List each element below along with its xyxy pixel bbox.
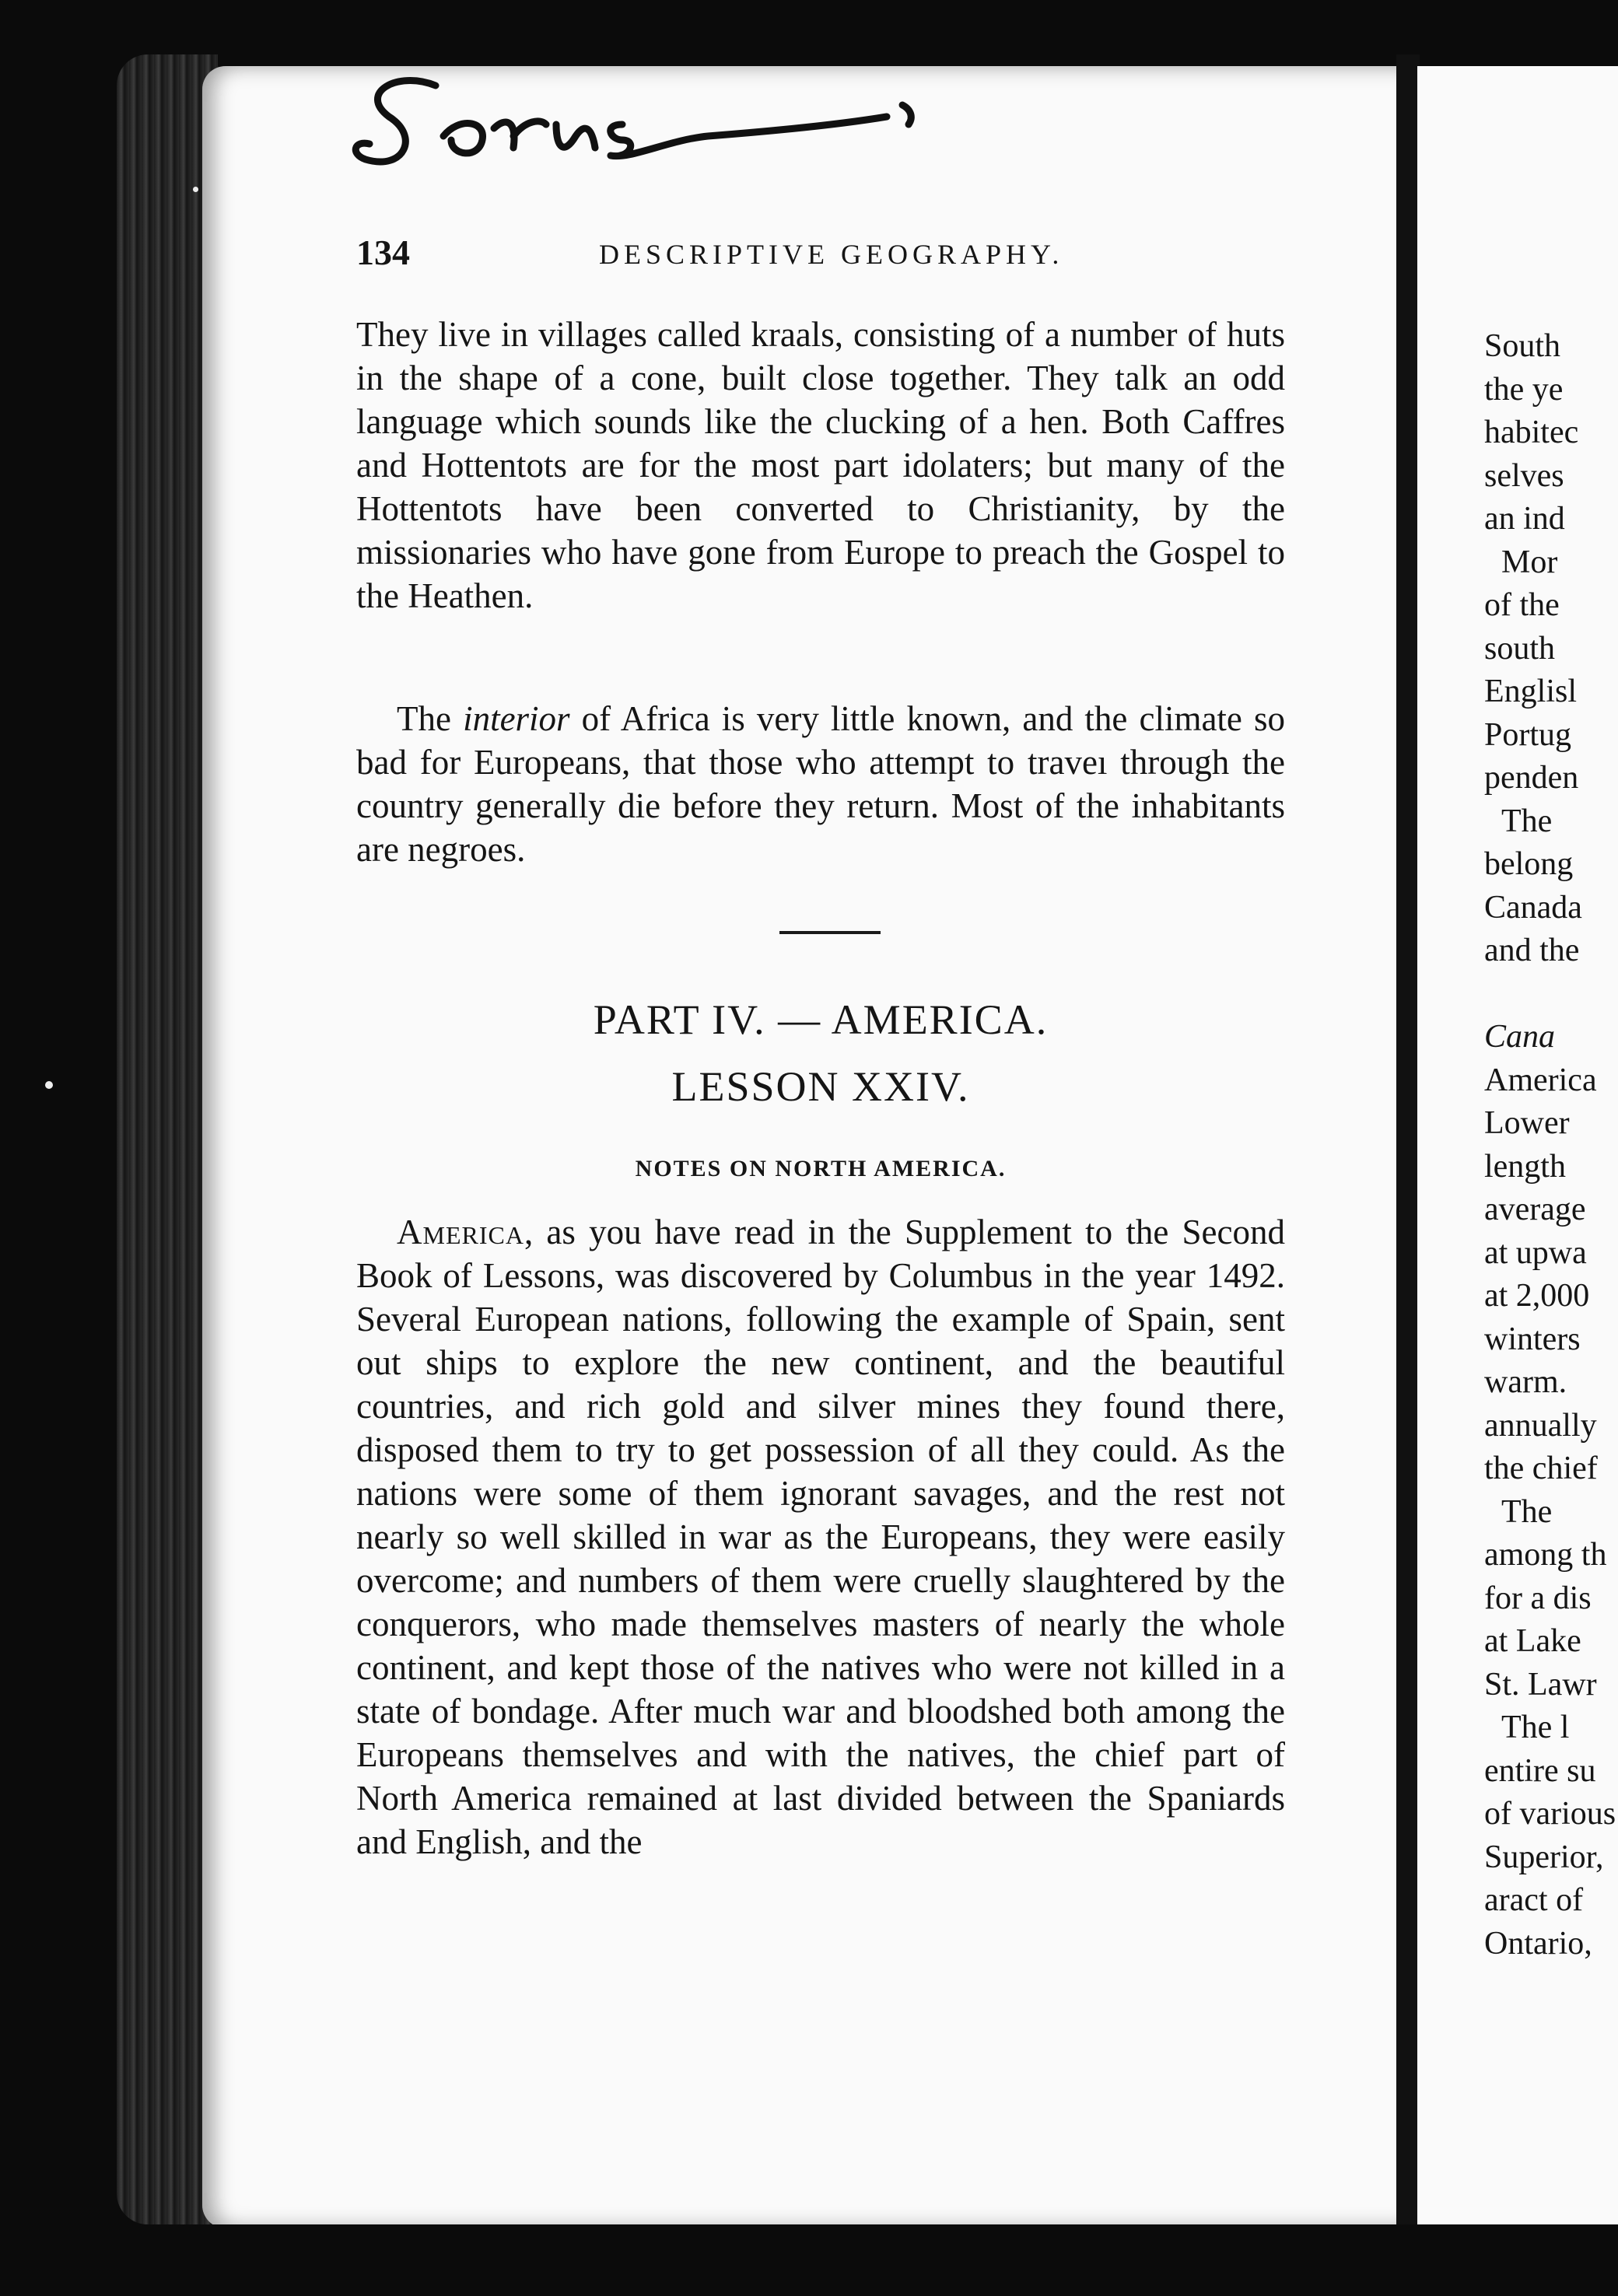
paragraph-text: They live in villages called kraals, consisting of a number of huts in the shape of a cone, built close together. They talk an odd language which sounds like the clucking of a hen. Both Caffres and Hottentots are for the most part idolaters; but many of the Hottentots have been converted to Christianity, by the missionaries who have gone from Europe to preach the Gospel to the Heathen. [356,315,1285,615]
right-page-line: The l [1501,1710,1570,1745]
right-page-line: habitec [1484,415,1579,450]
right-page-line: The [1501,803,1553,839]
paragraph-text [356,1210,1285,1864]
right-page-line: selves [1484,457,1564,494]
book-gutter [1396,54,1420,2232]
page-speck [45,1081,53,1089]
right-page-line: of various [1484,1796,1616,1832]
right-page-line: south [1484,630,1556,667]
paragraph-text [356,697,1285,871]
paragraph-america-discovery [356,1210,1285,1864]
right-page-line [1484,973,1618,1017]
right-page-line: Lower [1484,1105,1570,1141]
paragraph-interior-africa [356,697,1285,871]
right-page-line: of the [1484,587,1560,623]
right-page-line: the ye [1484,371,1564,408]
notes-heading: NOTES ON NORTH AMERICA. [635,1156,1007,1181]
emphasis-interior: interior [463,699,570,738]
right-page-line: winters [1484,1321,1581,1357]
right-page-line: annually [1484,1407,1597,1444]
text-run: The [397,699,464,738]
right-page-line: penden [1484,760,1579,796]
right-page-line: at Lake [1484,1623,1581,1659]
right-page-line: length [1484,1148,1566,1185]
right-page-line: for a dis [1484,1580,1592,1616]
right-page-line: at 2,000 [1484,1278,1590,1314]
lead-word: America [397,1213,524,1251]
section-divider [779,931,881,934]
right-page-line: Englisl [1484,674,1578,709]
right-page-line: belong [1484,846,1574,882]
right-page-line: Canada [1484,889,1582,926]
right-page-line: Cana [1484,1019,1556,1055]
scan-bottom-border [0,2224,1618,2296]
right-page-line: Ontario, [1484,1925,1592,1962]
right-page-line: Superior, [1484,1839,1604,1875]
right-page-line: Portug [1484,716,1572,753]
right-page-line: South [1484,328,1561,364]
right-page-line: warm. [1484,1364,1567,1400]
right-page-line: the chief [1484,1451,1598,1486]
right-page-line: America [1484,1062,1597,1098]
right-page-line: and the [1484,933,1580,968]
right-page-line: among th [1484,1537,1607,1573]
text-run: of Africa is very little known, and the climate so bad for Europeans, that those who attempt to traveı through the country generally die before they return. Most of the inhabitants are negroes. [356,699,1286,869]
right-page-line: entire su [1484,1752,1596,1789]
page-speck [193,187,198,192]
handwritten-signature [342,62,933,187]
right-page-line: St. Lawr [1484,1666,1597,1703]
right-page-text-fragments [1484,325,1618,1965]
right-page-line: an ind [1484,501,1565,537]
running-title: DESCRIPTIVE GEOGRAPHY. [599,239,1064,270]
right-page-line: average [1484,1192,1586,1227]
right-page-line: at upwa [1484,1234,1587,1271]
right-page-line: aract of [1484,1882,1584,1918]
paragraph-kraals [356,313,1285,618]
right-page-line: The [1501,1493,1553,1530]
right-page-line: Mor [1501,544,1558,580]
page-number: 134 [356,233,410,272]
lesson-heading: LESSON XXIV. [671,1063,970,1110]
text-run: , as you have read in the Supplement to the Second Book of Lessons, was discovered by Columbus in the year 1492. Several European nations, following the example of Spain, sent out ships to explore the new continent, and the beautiful countries, and rich gold and silver mines they found there, disposed them to try to get possession of all they could. As the nations were some of them ignorant savages, and the rest not nearly so well skilled in war as the Europeans, they were easily overcome; and numbers of them were cruelly slaughtered by the conquerors, who made themselves masters of nearly the whole continent, and kept those of the natives who were not killed in a state of bondage. After much war and bloodshed both among the Europeans themselves and with the natives, the chief part of North America remained at last divided between the Spaniards and English, and the [356,1213,1285,1861]
part-heading: PART IV. — AMERICA. [593,996,1049,1043]
